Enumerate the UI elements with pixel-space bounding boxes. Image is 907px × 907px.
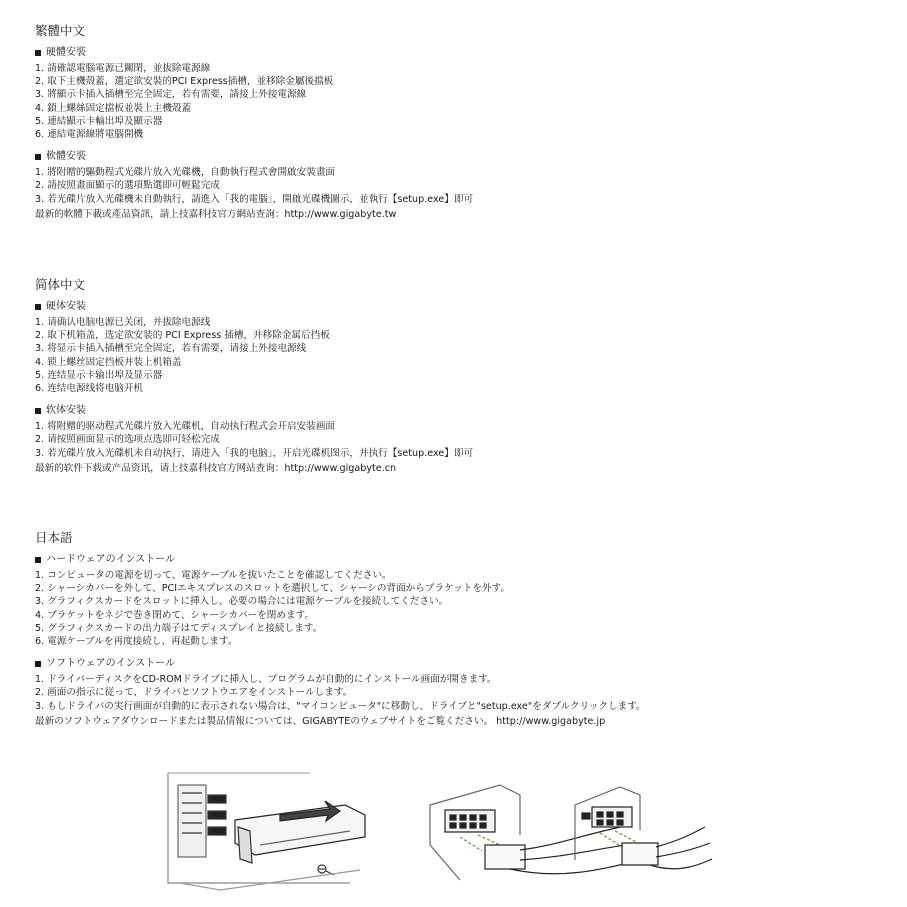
heading-sc-software <box>35 404 885 417</box>
heading-text: ソフトウェアのインストール <box>46 658 176 670</box>
tc-hw-step-1: 1. 請確認電腦電源已關閉，並拔除電源線 <box>35 63 211 74</box>
card-insertion-illustration <box>168 773 365 890</box>
power-connector-illustration-1 <box>430 785 640 880</box>
square-bullet-icon <box>35 304 41 310</box>
heading-tc-hardware <box>35 46 885 59</box>
section-japanese <box>35 530 885 728</box>
square-bullet-icon <box>35 661 41 667</box>
heading-text: 硬體安裝 <box>46 47 86 58</box>
heading-text: 软体安装 <box>46 405 86 417</box>
sc-hw-step-6: 6. 连结电源线将电脑开机 <box>35 383 144 395</box>
tc-hw-step-2: 2. 取下主機殼蓋，選定欲安裝的PCI Express插槽，並移除金屬後擋板 <box>35 76 334 88</box>
jp-sw-step-2: 2. 画面の指示に従って、ドライバとソフトウエアをインストールします。 <box>35 687 353 699</box>
heading-text: 軟體安裝 <box>46 151 86 163</box>
tc-hw-step-3: 3. 將顯示卡插入插槽至完全固定，若有需要，請接上外接電源線 <box>35 89 307 101</box>
heading-sc-hardware <box>35 300 885 313</box>
tc-sw-step-1: 1. 將附贈的驅動程式光碟片放入光碟機，自動執行程式會開啟安裝畫面 <box>35 167 336 179</box>
square-bullet-icon <box>35 50 41 56</box>
jp-hw-step-5: 5. グラフィクスカードの出力端子はてディスプレイと接続します。 <box>35 622 323 634</box>
jp-hw-step-3: 3. グラフィクスカードをスロットに挿入し、必要の場合には電源ケーブルを接続してください。 <box>35 596 449 608</box>
tc-hw-step-4: 4. 鎖上螺絲固定擋板並裝上主機殼蓋 <box>35 102 192 114</box>
tc-footer-link-text: 最新的軟體下載或產品資訊，請上技嘉科技官方網站查詢：http://www.gigabyte.tw <box>35 208 397 220</box>
sc-sw-step-2: 2. 请按照画面显示的选项点选即可轻松完成 <box>35 434 220 446</box>
sc-hw-step-4: 4. 锁上螺丝固定挡板并装上机箱盖 <box>35 356 182 368</box>
sc-sw-step-1: 1. 将附赠的驱动程式光碟片放入光碟机，自动执行程式会开启安装画面 <box>35 421 336 433</box>
jp-hw-step-6: 6. 電源ケーブルを再度接続し、再起動します。 <box>35 636 238 648</box>
jp-footer-link-text: 最新のソフトウェアダウンロードまたは製品情報については、GIGABYTEのウェブサイトをご覧ください。 http://www.gigabyte.jp <box>35 715 606 727</box>
sc-sw-step-3: 3. 若光碟片放入光碟机未自动执行，请进入「我的电脑」，开启光碟机图示，并执行【setup.exe】即可 <box>35 447 474 459</box>
jp-hw-step-4: 4. ブラケットをネジで巻き閉めて、シャーシカバーを閉めます。 <box>35 609 315 621</box>
jp-hw-step-1: 1. コンピュータの電源を切って、電源ケーブルを抜いたことを確認してください。 <box>35 570 392 581</box>
square-bullet-icon <box>35 557 41 563</box>
jp-sw-step-3: 3. もしドライバの実行画面が自動的に表示されない場合は、"マイコンピュータ"に移動し、ドライブと"setup.exe"をダブルクリックします。 <box>35 700 646 712</box>
title-simplified-chinese: 简体中文 <box>35 277 86 292</box>
title-japanese: 日本語 <box>35 530 73 545</box>
jp-sw-step-1: 1. ドライバーディスクをCD-ROMドライブに挿入し、プログラムが自動的にインストール画面が開きます。 <box>35 674 497 686</box>
sc-hw-step-3: 3. 将显示卡插入插槽至完全固定，若有需要，请接上外接电源线 <box>35 343 307 355</box>
tc-hw-step-6: 6. 連結電源線將電腦開機 <box>35 129 144 141</box>
title-traditional-chinese: 繁體中文 <box>35 23 86 38</box>
heading-text: ハードウェアのインストール <box>46 554 176 565</box>
installation-illustrations <box>160 765 880 895</box>
square-bullet-icon <box>35 154 41 160</box>
illustration-svg <box>160 765 880 895</box>
sc-hw-step-5: 5. 连结显示卡输出埠及显示器 <box>35 369 163 381</box>
sc-hw-step-2: 2. 取下机箱盖，选定欲安装的 PCI Express 插槽，并移除金属后挡板 <box>35 330 330 342</box>
tc-hw-step-5: 5. 連結顯示卡輸出埠及顯示器 <box>35 115 163 127</box>
square-bullet-icon <box>35 408 41 414</box>
heading-tc-software <box>35 150 885 163</box>
section-simplified-chinese <box>35 277 885 475</box>
jp-hw-step-2: 2. シャーシカバーを外して、PCIエキスプレスのスロットを選択して、シャーシの背面からブラケットを外す。 <box>35 583 510 595</box>
heading-text: 硬体安装 <box>46 301 86 312</box>
power-connector-illustration-2 <box>575 787 712 869</box>
heading-jp-software <box>35 657 885 670</box>
tc-sw-step-2: 2. 請按照畫面顯示的選項點選即可輕鬆完成 <box>35 180 220 192</box>
section-traditional-chinese <box>35 23 885 221</box>
sc-footer-link-text: 最新的软件下载或产品资讯，请上技嘉科技官方网站查询：http://www.gigabyte.cn <box>35 462 397 474</box>
heading-jp-hardware <box>35 553 885 566</box>
tc-sw-step-3: 3. 若光碟片放入光碟機未自動執行，請進入「我的電腦」，開啟光碟機圖示，並執行【setup.exe】即可 <box>35 193 474 205</box>
sc-hw-step-1: 1. 请确认电脑电源已关闭，并拔除电源线 <box>35 317 211 328</box>
